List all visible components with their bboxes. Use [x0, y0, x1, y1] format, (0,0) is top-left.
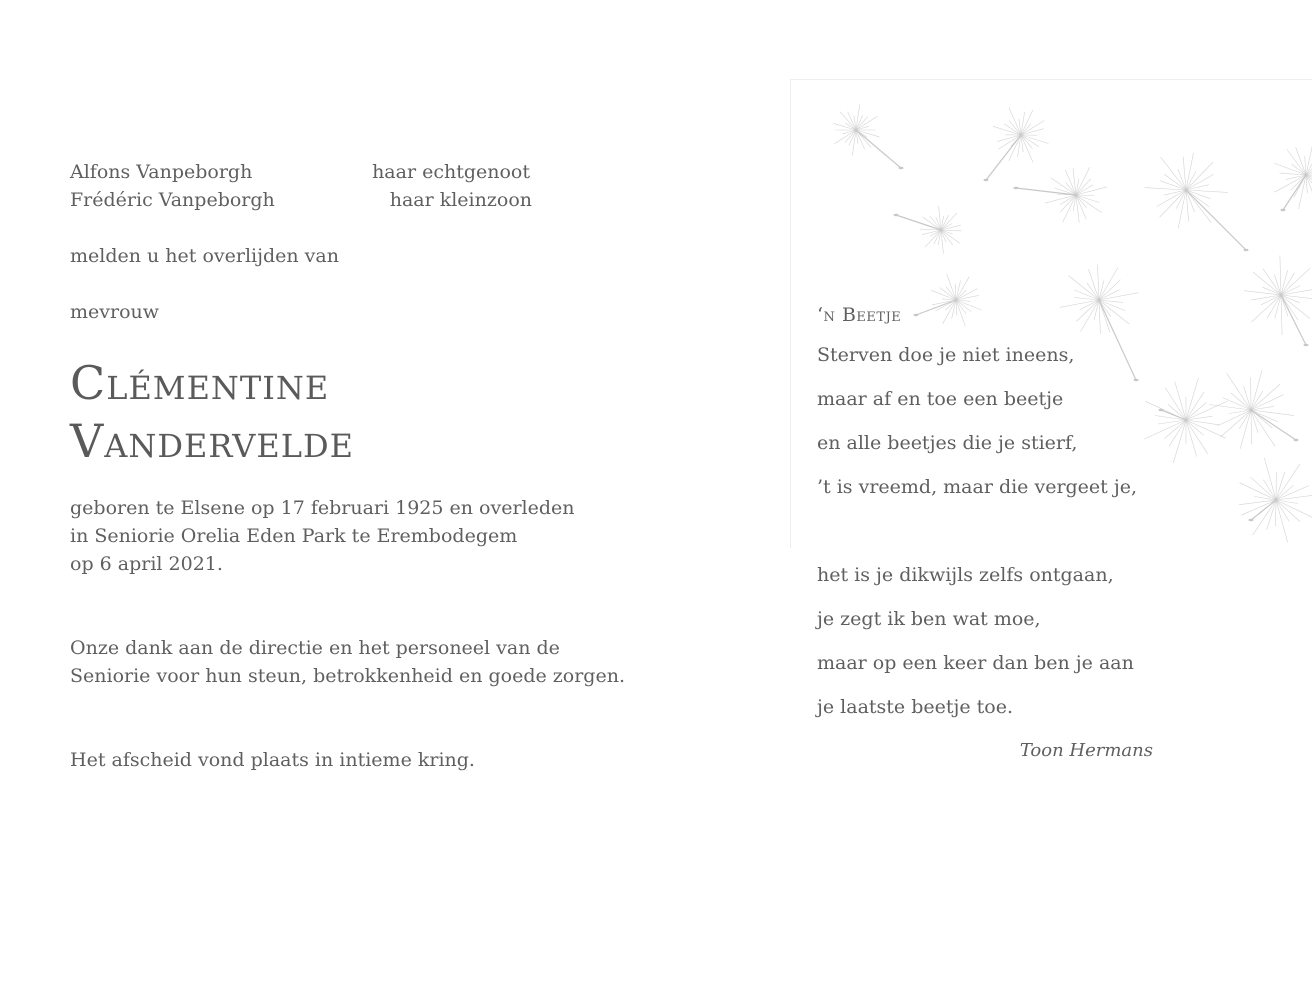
salutation: mevrouw: [70, 301, 160, 323]
relative-role: haar echtgenoot: [372, 161, 530, 183]
poem-line: en alle beetjes die je stierf,: [817, 432, 1078, 454]
poem-line: maar af en toe een beetje: [817, 388, 1064, 410]
poem-line: maar op een keer dan ben je aan: [817, 652, 1134, 674]
deceased-first-name: Clémentine: [70, 356, 330, 410]
dandelion-seed-icon: [1244, 256, 1312, 347]
poem: [817, 297, 1197, 773]
deceased-last-name: Vandervelde: [70, 414, 355, 468]
relative-row: [70, 158, 710, 186]
poem-stanza-2: [817, 553, 1197, 729]
info-line: in Seniorie Orelia Eden Park te Erembodegem: [70, 525, 518, 547]
thanks-text: [70, 634, 710, 690]
poem-line: je zegt ik ben wat moe,: [817, 608, 1041, 630]
birth-death-info: [70, 494, 710, 578]
relative-name: Alfons Vanpeborgh: [70, 161, 253, 183]
relative-role: haar kleinzoon: [389, 189, 532, 211]
poem-line: je laatste beetje toe.: [817, 696, 1014, 718]
dandelion-seed-icon: [894, 206, 962, 254]
relative-name: Frédéric Vanpeborgh: [70, 189, 275, 211]
poem-stanza-1: [817, 333, 1197, 509]
dandelion-seed-icon: [1014, 167, 1107, 223]
poem-title: ‘n Beetje: [817, 304, 902, 326]
poem-column: [790, 79, 1312, 779]
deceased-name: [70, 354, 710, 470]
relative-row: [70, 186, 710, 214]
thanks-line: Seniorie voor hun steun, betrokkenheid en goede zorgen.: [70, 665, 625, 687]
info-line: geboren te Elsene op 17 februari 1925 en overleden: [70, 497, 575, 519]
poem-line: het is je dikwijls zelfs ontgaan,: [817, 564, 1114, 586]
dandelion-seed-icon: [833, 104, 903, 169]
thanks-line: Onze dank aan de directie en het personeel van de: [70, 637, 560, 659]
announcement-column: [70, 158, 710, 774]
poem-line: ’t is vreemd, maar die vergeet je,: [817, 476, 1138, 498]
dandelion-seed-icon: [1274, 141, 1312, 212]
dandelion-seed-icon: [984, 108, 1049, 182]
poem-line: Sterven doe je niet ineens,: [817, 344, 1075, 366]
dandelion-seed-icon: [1145, 153, 1249, 251]
announce-text: melden u het overlijden van: [70, 245, 339, 267]
poem-author: Toon Hermans: [1019, 740, 1153, 761]
info-line: op 6 april 2021.: [70, 553, 223, 575]
farewell-text: Het afscheid vond plaats in intieme kring.: [70, 749, 475, 771]
dandelion-seed-icon: [1239, 458, 1312, 543]
